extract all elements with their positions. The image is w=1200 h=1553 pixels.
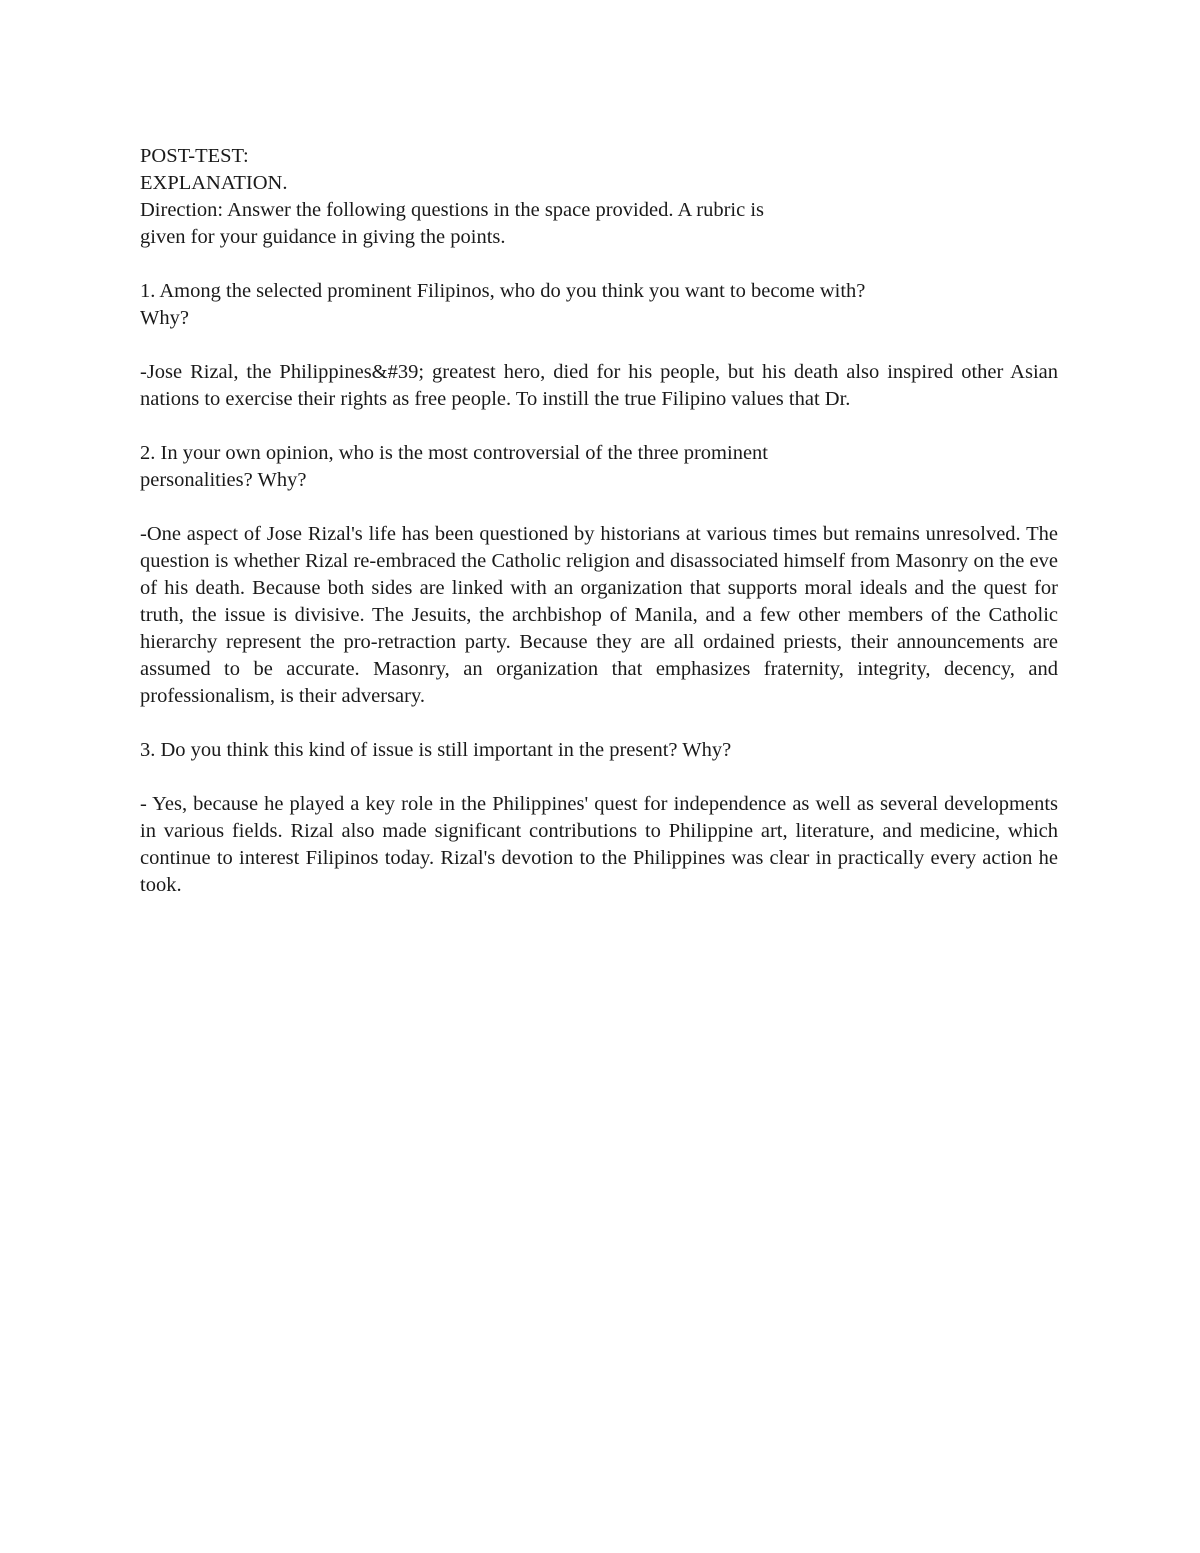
question-2-line-1: 2. In your own opinion, who is the most controversial of the three prominent [140,442,768,464]
document-page [140,143,1058,899]
question-2-line-2: personalities? Why? [140,469,307,491]
direction-line-2: given for your guidance in giving the points. [140,226,506,248]
spacer [140,332,1058,359]
spacer [140,251,1058,278]
answer-1: -Jose Rizal, the Philippines&#39; greatest hero, died for his people, but his death also inspired other Asian nations to exercise their rights as free people. To instill the true Filipino values that Dr. [140,361,1058,410]
spacer [140,710,1058,737]
question-1-line-2: Why? [140,307,189,329]
direction-line-1: Direction: Answer the following questions in the space provided. A rubric is [140,199,764,221]
explanation-heading: EXPLANATION. [140,172,288,194]
answer-2: -One aspect of Jose Rizal's life has been questioned by historians at various times but remains unresolved. The question is whether Rizal re-embraced the Catholic religion and disassociated himself from Masonry on the eve of his death. Because both sides are linked with an organization that supports moral ideals and the quest for truth, the issue is divisive. The Jesuits, the archbishop of Manila, and a few other members of the Catholic hierarchy represent the pro-retraction party. Because they are all ordained priests, their announcements are assumed to be accurate. Masonry, an organization that emphasizes fraternity, integrity, decency, and professionalism, is their adversary. [140,523,1058,707]
question-3-line-1: 3. Do you think this kind of issue is still important in the present? Why? [140,739,732,761]
spacer [140,413,1058,440]
answer-3: - Yes, because he played a key role in the Philippines' quest for independence as well as several developments in various fields. Rizal also made significant contributions to Philippine art, literature, and medicine, which continue to interest Filipinos today. Rizal's devotion to the Philippines was clear in practically every action he took. [140,793,1058,896]
spacer [140,494,1058,521]
post-test-title: POST-TEST: [140,145,249,167]
spacer [140,764,1058,791]
question-1-line-1: 1. Among the selected prominent Filipinos, who do you think you want to become with? [140,280,866,302]
